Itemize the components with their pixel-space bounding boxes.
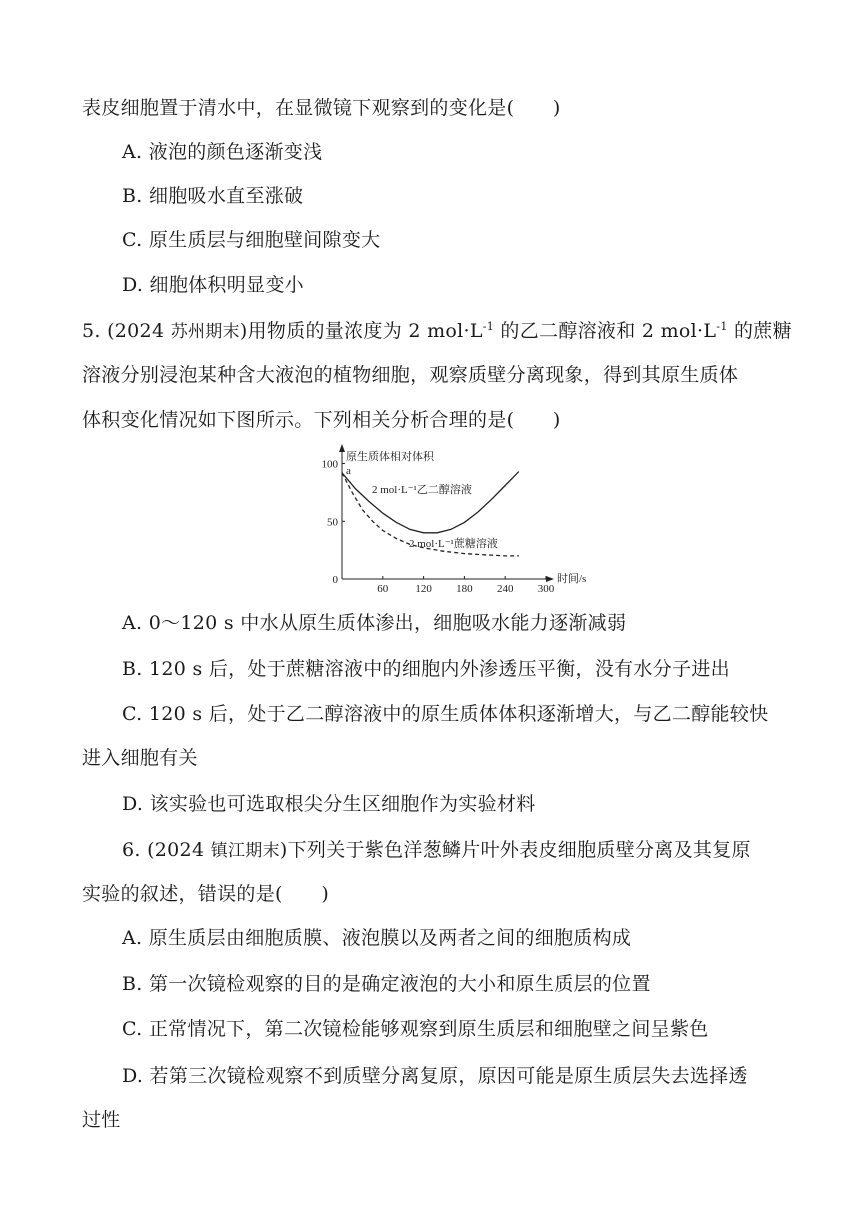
q5-stem-line3: 体积变化情况如下图所示。下列相关分析合理的是( ) [82,409,561,431]
q6-source: 镇江期末 [210,841,280,861]
ethylene-glycol-curve [342,472,519,533]
q4-option-a: A. 液泡的颜色逐渐变浅 [122,141,323,163]
y-axis-arrow [339,444,345,452]
y-tick-label: 100 [321,458,338,471]
q6-option-a: A. 原生质层由细胞质膜、液泡膜以及两者之间的细胞质构成 [122,927,632,949]
q5-option-a: A. 0～120 s 中水从原生质体渗出，细胞吸水能力逐渐减弱 [122,612,627,634]
volume-chart [310,440,600,600]
point-label-a: a [346,465,351,477]
q5-source: 苏州期末 [170,322,240,342]
q6-option-b: B. 第一次镜检观察的目的是确定液泡的大小和原生质层的位置 [122,973,651,995]
q6-option-d-line1: D. 若第三次镜检观察不到质壁分离复原，原因可能是原生质层失去选择透 [122,1065,748,1087]
x-tick-label: 300 [537,583,555,595]
q4-option-c: C. 原生质层与细胞壁间隙变大 [122,229,381,251]
q4-option-d: D. 细胞体积明显变小 [122,274,304,296]
q5-stem-line1 [82,318,792,345]
q6-option-d-line2: 过性 [82,1109,121,1131]
q6-text-part1: )下列关于紫色洋葱鳞片叶外表皮细胞质壁分离及其复原 [279,839,751,861]
q5-unit-superscript: -1 [482,320,495,333]
y-tick-label: 0 [332,574,338,586]
x-tick-label: 60 [377,583,389,595]
q5-number: 5. (2024 [82,320,171,342]
q5-option-d: D. 该实验也可选取根尖分生区细胞作为实验材料 [122,793,536,815]
q4-option-b: B. 细胞吸水直至涨破 [122,185,304,207]
x-axis-title: 时间/s [557,573,587,585]
q5-option-c-line1: C. 120 s 后，处于乙二醇溶液中的原生质体体积逐渐增大，与乙二醇能较快 [122,703,769,725]
q6-option-c: C. 正常情况下，第二次镜检能够观察到原生质层和细胞壁之间呈紫色 [122,1018,709,1040]
q6-number: 6. (2024 [122,839,211,861]
q5-option-c-line2: 进入细胞有关 [82,747,198,769]
q5-unit-superscript: -1 [716,320,728,333]
x-tick-label: 240 [496,583,514,595]
q5-option-b: B. 120 s 后，处于蔗糖溶液中的细胞内外渗透压平衡，没有水分子进出 [122,658,730,680]
q5-stem-line2: 溶液分别浸泡某种含大液泡的植物细胞，观察质壁分离现象，得到其原生质体 [82,364,739,386]
x-axis-arrow [546,576,554,582]
q4-stem-tail: 表皮细胞置于清水中，在显微镜下观察到的变化是( ) [82,97,561,119]
q6-stem-line2: 实验的叙述，错误的是( ) [82,883,330,905]
q5-text-part1: )用物质的量浓度为 2 mol·L [239,320,483,342]
x-tick-label: 120 [415,583,432,595]
q5-text-part2: 的乙二醇溶液和 2 mol·L [494,320,717,342]
y-tick-label: 50 [327,516,338,529]
q5-text-part3: 的蔗糖 [727,320,792,342]
sucrose-series-label: 2 mol·L⁻¹蔗糖溶液 [409,538,498,550]
q6-stem-line1 [122,837,751,864]
x-tick-label: 180 [456,583,473,595]
y-axis-title: 原生质体相对体积 [346,451,434,463]
ethylene-glycol-series-label: 2 mol·L⁻¹乙二醇溶液 [372,484,472,496]
